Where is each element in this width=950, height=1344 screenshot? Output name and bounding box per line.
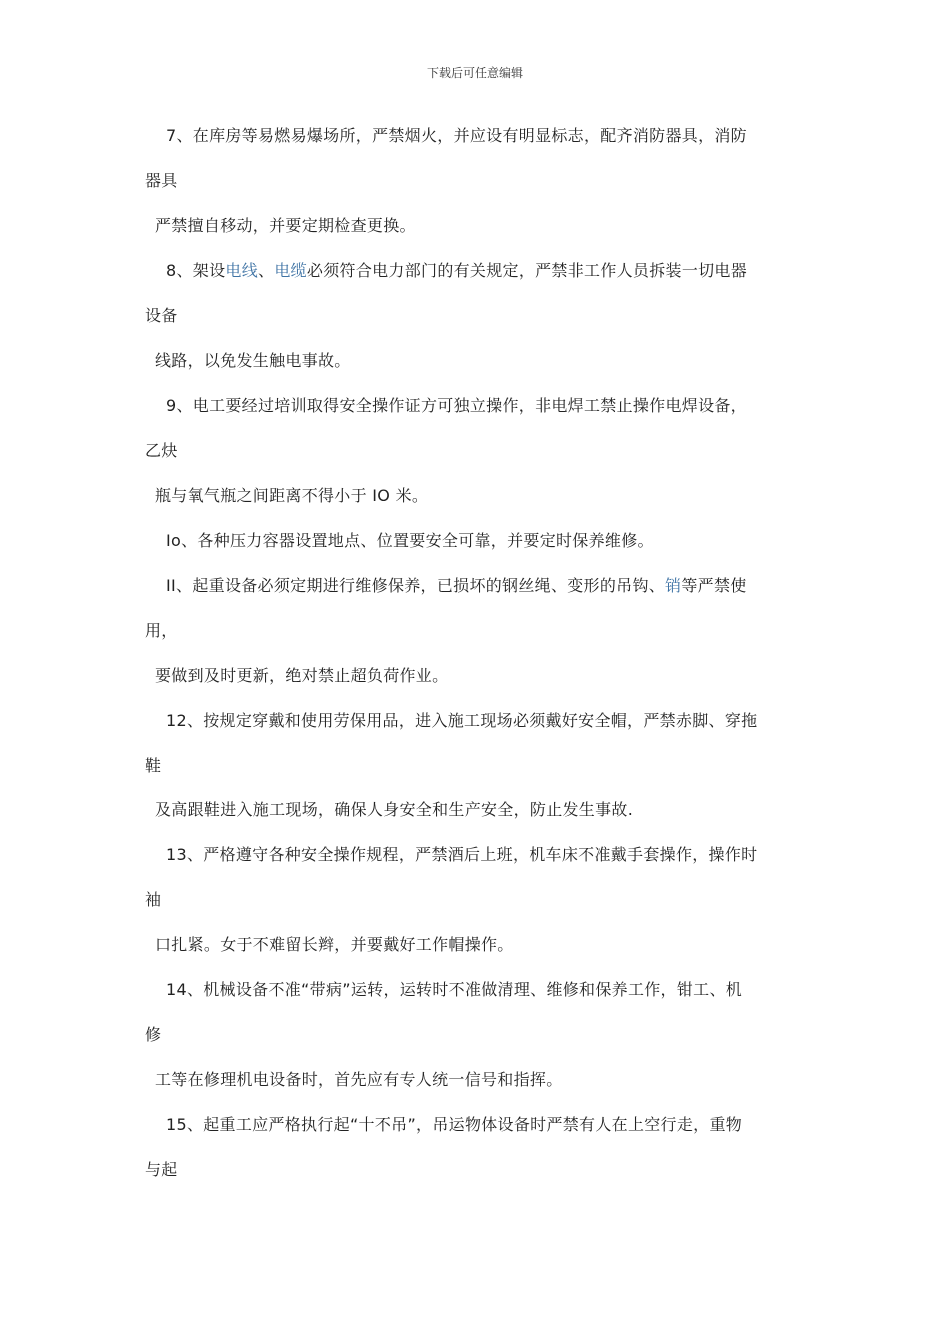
item-9-line-1: 9、电工要经过培训取得安全操作证方可独立操作，非电焊工禁止操作电焊设备，: [166, 396, 747, 415]
item-12-line-3: 及高跟鞋进入施工现场，确保人身安全和生产安全，防止发生事故.: [155, 800, 634, 819]
item-13-line-3: 口扎紧。女于不难留长辫，并要戴好工作帽操作。: [155, 935, 514, 954]
item-8-line-3: 线路，以免发生触电事故。: [155, 351, 351, 370]
item-13-line-1: 13、严格遵守各种安全操作规程，严禁酒后上班，机车床不准戴手套操作，操作时: [166, 845, 758, 864]
link-electric-cable[interactable]: 电缆: [274, 261, 307, 280]
item-15-line-2: 与起: [145, 1160, 178, 1179]
item-12-line-2: 鞋: [145, 756, 162, 775]
item-7-line-1: 7、在库房等易燃易爆场所，严禁烟火，并应设有明显标志，配齐消防器具，消防: [166, 126, 747, 145]
link-pin[interactable]: 销: [665, 576, 682, 595]
item-11-text: II、起重设备必须定期进行维修保养，已损坏的钢丝绳、变形的吊钩、: [166, 576, 666, 595]
item-8-text-rest: 必须符合电力部门的有关规定，严禁非工作人员拆装一切电器: [306, 261, 748, 280]
item-11-line-1: [166, 576, 747, 596]
item-13-line-2: 袖: [145, 890, 162, 909]
item-11-text-rest: 等严禁使: [681, 576, 747, 595]
item-10-line-1: Io、各种压力容器设置地点、位置要安全可靠，并要定时保养维修。: [166, 531, 654, 550]
item-14-line-3: 工等在修理机电设备时，首先应有专人统一信号和指挥。: [155, 1070, 563, 1089]
item-12-line-1: 12、按规定穿戴和使用劳保用品，进入施工现场必须戴好安全帽，严禁赤脚、穿拖: [166, 711, 758, 730]
item-14-line-2: 修: [145, 1025, 162, 1044]
item-8-line-2: 设备: [145, 306, 178, 325]
item-14-line-1: 14、机械设备不准“带病”运转，运转时不准做清理、维修和保养工作，钳工、机: [166, 980, 743, 999]
item-8-line-1: [166, 261, 747, 281]
link-electric-wire[interactable]: 电线: [225, 261, 258, 280]
page-header: 下载后可任意编辑: [426, 66, 523, 80]
item-9-line-2: 乙炔: [145, 441, 178, 460]
item-7-line-3: 严禁擅自移动，并要定期检查更换。: [155, 216, 416, 235]
item-8-text: 8、架设: [166, 261, 226, 280]
item-11-line-2: 用，: [145, 621, 178, 640]
item-9-line-3: 瓶与氧气瓶之间距离不得小于 IO 米。: [155, 486, 429, 505]
item-15-line-1: 15、起重工应严格执行起“十不吊”，吊运物体设备时严禁有人在上空行走，重物: [166, 1115, 743, 1134]
item-7-line-2: 器具: [145, 171, 178, 190]
item-11-line-3: 要做到及时更新，绝对禁止超负荷作业。: [155, 666, 449, 685]
item-8-separator: 、: [258, 261, 275, 280]
